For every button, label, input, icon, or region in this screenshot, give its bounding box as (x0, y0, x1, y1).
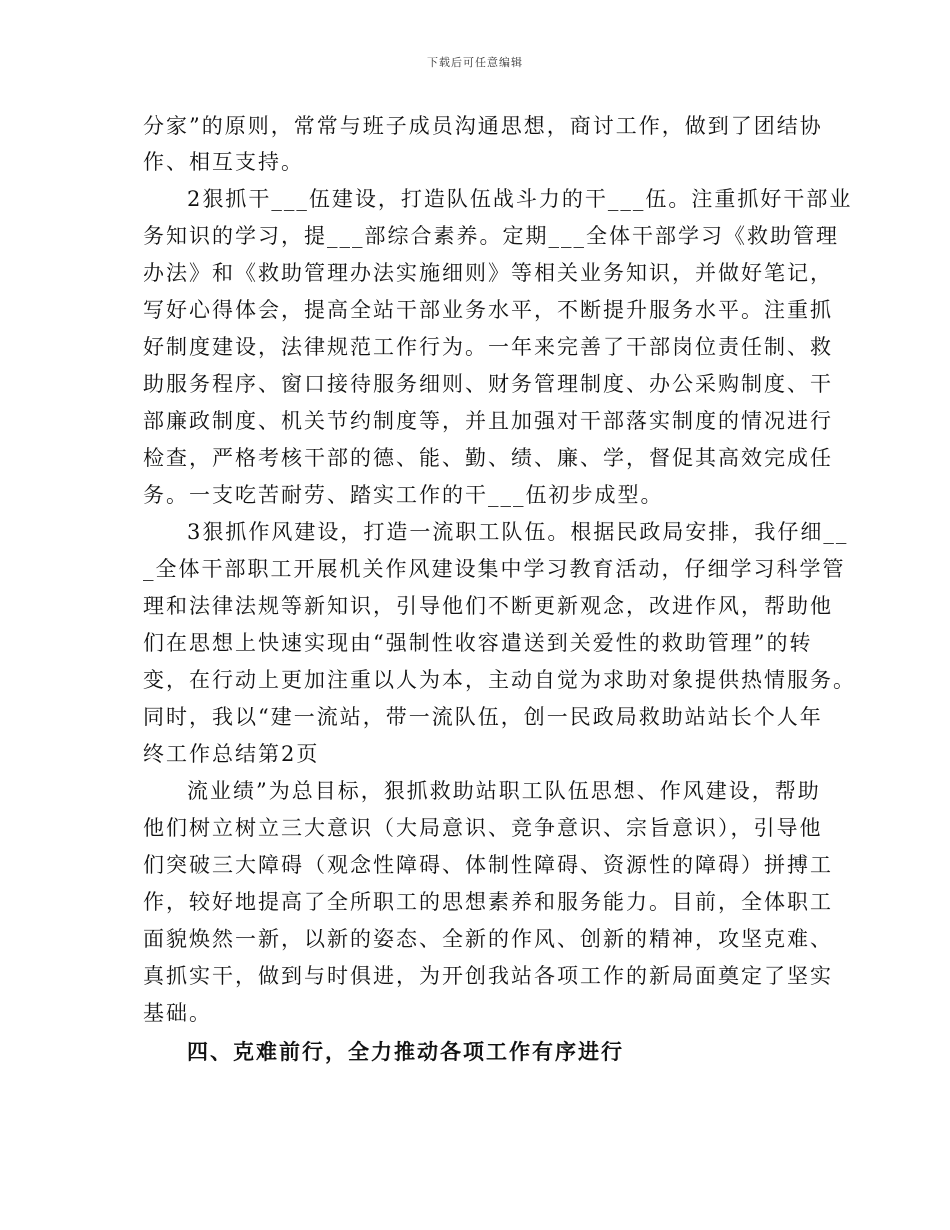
body-line: 面貌焕然一新，以新的姿态、全新的作风、创新的精神，攻坚克难、 (143, 927, 833, 951)
body-line: 流业绩”为总目标，狠抓救助站职工队伍思想、作风建设，帮助 (187, 779, 821, 803)
body-line: 2狠抓干___伍建设，打造队伍战斗力的干___伍。注重抓好干部业 (187, 187, 853, 211)
body-line: 作、相互支持。 (143, 150, 304, 174)
body-line: 务知识的学习，提___部综合素养。定期___全体干部学习《救助管理 (143, 224, 839, 248)
body-line: 部廉政制度、机关节约制度等，并且加强对干部落实制度的情况进行 (143, 409, 833, 433)
body-line: 助服务程序、窗口接待服务细则、财务管理制度、办公采购制度、干 (143, 372, 833, 396)
body-line: 检查，严格考核干部的德、能、勤、绩、廉、学，督促其高效完成任 (143, 446, 833, 470)
page-header-note: 下载后可任意编辑 (427, 56, 523, 69)
body-line: 变，在行动上更加注重以人为本，主动自觉为求助对象提供热情服务。 (143, 668, 856, 692)
body-line: 他们树立树立三大意识（大局意识、竞争意识、宗旨意识），引导他 (143, 816, 823, 840)
body-line: 真抓实干，做到与时俱进，为开创我站各项工作的新局面奠定了坚实 (143, 964, 833, 988)
body-line: 终工作总结第2页 (143, 742, 320, 766)
body-line: 们突破三大障碍（观念性障碍、体制性障碍、资源性的障碍）拼搏工 (143, 853, 833, 877)
body-line: 办法》和《救助管理办法实施细则》等相关业务知识，并做好笔记， (143, 261, 833, 285)
section-heading: 四、克难前行，全力推动各项工作有序进行 (187, 1039, 624, 1064)
body-line: 分家”的原则，常常与班子成员沟通思想，商讨工作，做到了团结协 (143, 114, 823, 138)
body-line: _全体干部职工开展机关作风建设集中学习教育活动，仔细学习科学管 (143, 557, 846, 581)
body-line: 务。一支吃苦耐劳、踏实工作的干___伍初步成型。 (143, 483, 664, 507)
body-line: 作，较好地提高了全所职工的思想素养和服务能力。目前，全体职工 (143, 890, 833, 914)
body-line: 3狠抓作风建设，打造一流职工队伍。根据民政局安排，我仔细__ (187, 520, 849, 544)
body-line: 同时，我以“建一流站，带一流队伍，创一民政局救助站站长个人年 (143, 705, 823, 729)
body-line: 好制度建设，法律规范工作行为。一年来完善了干部岗位责任制、救 (143, 335, 833, 359)
body-line: 理和法律法规等新知识，引导他们不断更新观念，改进作风，帮助他 (143, 594, 833, 618)
body-line: 们在思想上快速实现由“强制性收容遣送到关爱性的救助管理”的转 (143, 631, 813, 655)
body-line: 基础。 (143, 1001, 212, 1025)
body-line: 写好心得体会，提高全站干部业务水平，不断提升服务水平。注重抓 (143, 298, 833, 322)
